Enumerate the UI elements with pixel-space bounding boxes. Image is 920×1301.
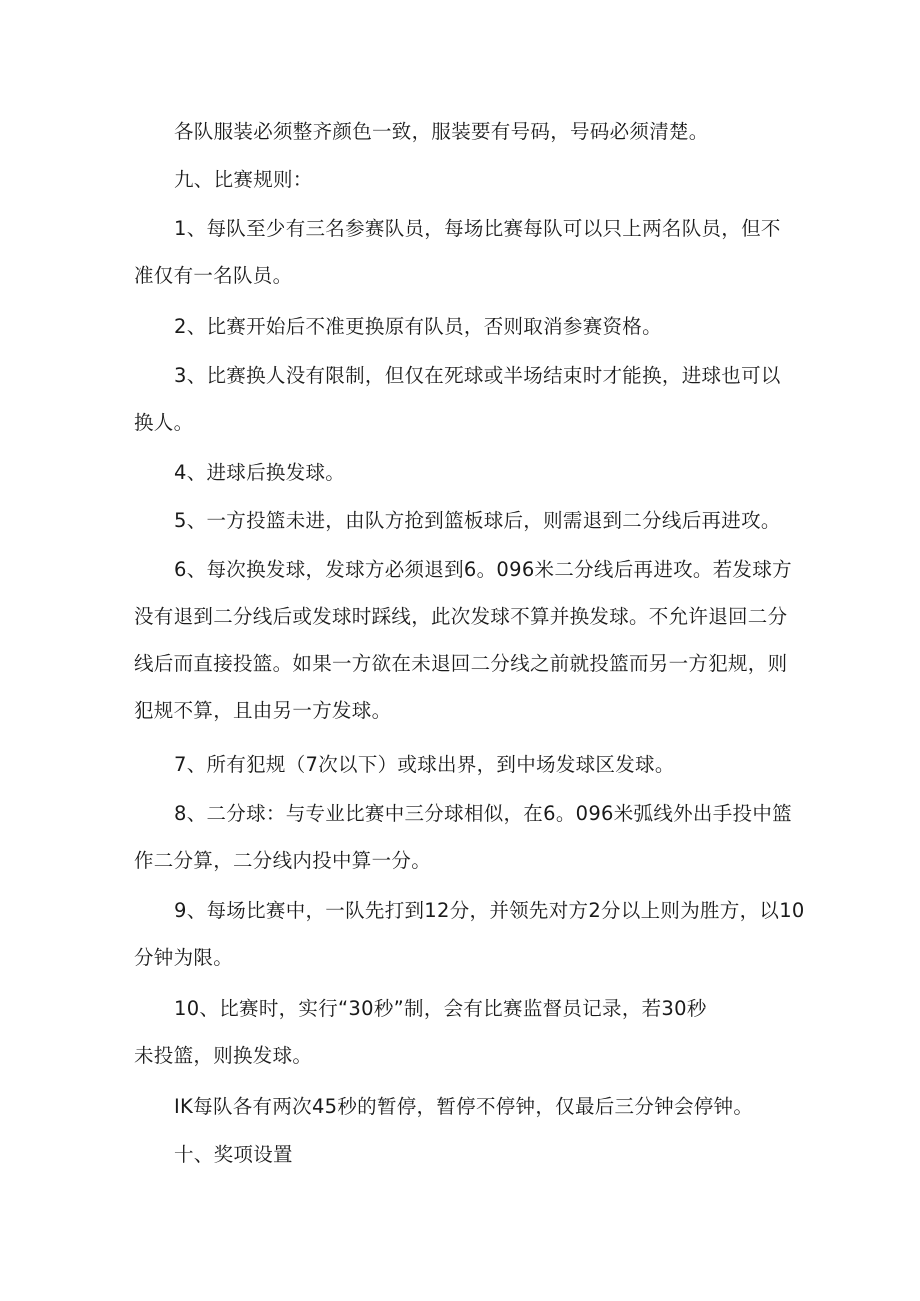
text-line: 九、比赛规则： (174, 168, 313, 191)
text-line: 9、每场比赛中，一队先打到12分，并领先对方2分以上则为胜方，以10 (174, 899, 805, 922)
paragraph-rule-1 (134, 205, 794, 299)
text-line: 十、奖项设置 (174, 1143, 293, 1166)
paragraph-timeout-rule (134, 1083, 794, 1130)
text-line: 准仅有一名队员。 (134, 264, 293, 287)
text-line: 各队服装必须整齐颜色一致，服装要有号码，号码必须清楚。 (174, 120, 709, 143)
section-heading-rules (134, 156, 794, 203)
paragraph-rule-3 (134, 352, 794, 446)
paragraph-rule-5 (134, 497, 794, 544)
text-line: 6、每次换发球，发球方必须退到6。096米二分线后再进攻。若发球方 (174, 558, 792, 581)
text-line: 7、所有犯规（7次以下）或球出界，到中场发球区发球。 (174, 753, 675, 776)
text-line: 5、一方投篮未进，由队方抢到篮板球后，则需退到二分线后再进攻。 (174, 509, 781, 532)
paragraph-rule-9 (134, 887, 805, 981)
text-line: 分钟为限。 (134, 946, 234, 969)
text-line: 犯规不算，且由另一方发球。 (134, 699, 392, 722)
text-line: 线后而直接投篮。如果一方欲在未退回二分线之前就投篮而另一方犯规，则 (134, 652, 788, 675)
paragraph-uniform-rule (134, 108, 794, 155)
text-line: 没有退到二分线后或发球时踩线，此次发球不算并换发球。不允许退回二分 (134, 605, 788, 628)
text-line: 作二分算，二分线内投中算一分。 (134, 849, 432, 872)
text-line: 3、比赛换人没有限制，但仅在死球或半场结束时才能换，进球也可以 (174, 364, 781, 387)
paragraph-rule-4 (134, 449, 794, 496)
text-line: 4、进球后换发球。 (174, 461, 346, 484)
text-line: 换人。 (134, 411, 194, 434)
paragraph-rule-2 (134, 303, 794, 350)
section-heading-awards (134, 1131, 794, 1178)
text-line: 10、比赛时，实行“30秒”制，会有比赛监督员记录，若30秒 (174, 997, 707, 1020)
text-line: 2、比赛开始后不准更换原有队员，否则取消参赛资格。 (174, 315, 662, 338)
text-line: 8、二分球：与专业比赛中三分球相似，在6。096米弧线外出手投中篮 (174, 802, 792, 825)
text-line: IK每队各有两次45秒的暂停，暂停不停钟，仅最后三分钟会停钟。 (174, 1095, 754, 1118)
text-line: 未投篮，则换发球。 (134, 1044, 313, 1067)
paragraph-rule-10 (134, 985, 794, 1079)
paragraph-rule-6 (134, 546, 794, 734)
paragraph-rule-7 (134, 741, 794, 788)
text-line: 1、每队至少有三名参赛队员，每场比赛每队可以只上两名队员，但不 (174, 217, 781, 240)
paragraph-rule-8 (134, 790, 794, 884)
